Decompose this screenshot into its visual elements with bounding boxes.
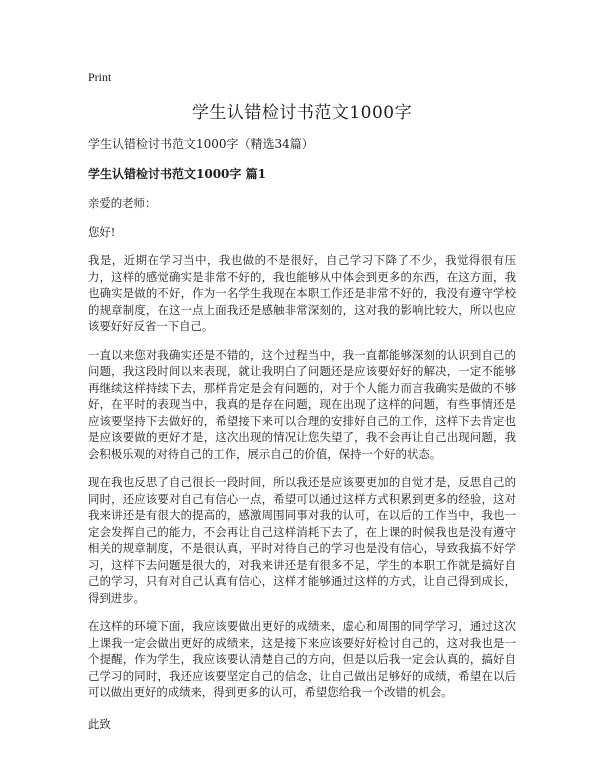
document-subtitle: 学生认错检讨书范文1000字（精选34篇）	[88, 137, 314, 151]
document-page	[88, 66, 516, 732]
body-paragraph-3: 现在我也反思了自己很长一段时间，所以我还是应该要更加的自觉才是，反思自己的同时，还应该要对自己有信心一点，希望可以通过这样方式积累到更多的经验，这对我来讲还是有很大的提高的，感激周围同事对我的认可，在以后的工作当中，我也一定会发挥自己的能力，不会再让自己这样消耗下去了，在上课的时候我也是没有遵守相关的规章制度，不是很认真，平时对待自己的学习也是没有信心，导致我搞不好学习，这样下去问题是很大的，对我来讲还是有很多不足，学生的本职工作就是搞好自己的学习，只有对自己认真有信心，这样才能够通过这样的方式，让自己得到成长，得到进步。	[88, 475, 516, 605]
body-paragraph-1: 我是，近期在学习当中，我也做的不是很好，自己学习下降了不少，我觉得很有压力，这样的感觉确实是非常不好的，我也能够从中体会到更多的东西，在这方面，我也确实是做的不好，作为一名学生我现在本职工作还是非常不好的，我没有遵守学校的规章制度，在这一点上面我还是感触非常深刻的，这对我的影响比较大，所以也应该要好好反省一下自己。	[88, 253, 516, 333]
closing: 此致	[88, 716, 111, 731]
greeting: 您好!	[88, 224, 116, 239]
body-paragraph-4: 在这样的环境下面，我应该要做出更好的成绩来，虚心和周围的同学学习，通过这次上课我一定会做出更好的成绩来，这是接下来应该要好好检讨自己的，这对我也是一个提醒，作为学生，我应该要认清楚自己的方向，但是以后我一定会认真的，搞好自己学习的同时，我还应该要坚定自己的信念，让自己做出足够好的成绩，希望在以后可以做出更好的成绩来，得到更多的认可，希望您给我一个改错的机会。	[88, 619, 516, 699]
section-heading: 学生认错检讨书范文1000字 篇1	[88, 167, 266, 181]
salutation: 亲爱的老师：	[88, 196, 157, 210]
document-title: 学生认错检讨书范文1000字	[191, 103, 413, 123]
body-paragraph-2: 一直以来您对我确实还是不错的，这个过程当中，我一直都能够深刻的认识到自己的问题，我这段时间以来表现，就让我明白了问题还是应该要好好的解决，一定不能够再继续这样持续下去，那样肯定是会有问题的，对于个人能力而言我确实是做的不够好，在平时的表现当中，我真的是存在问题，现在出现了这样的问题，有些事情还是应该要坚持下去做好的，希望接下来可以合理的安排好自己的工作，这样下去肯定也是应该要做的更好才是，这次出现的情况让您失望了，我不会再让自己出现问题，我会积极乐观的对待自己的工作，展示自己的价值，保持一个好的状态。	[88, 347, 516, 461]
print-link[interactable]: Print	[88, 70, 112, 84]
